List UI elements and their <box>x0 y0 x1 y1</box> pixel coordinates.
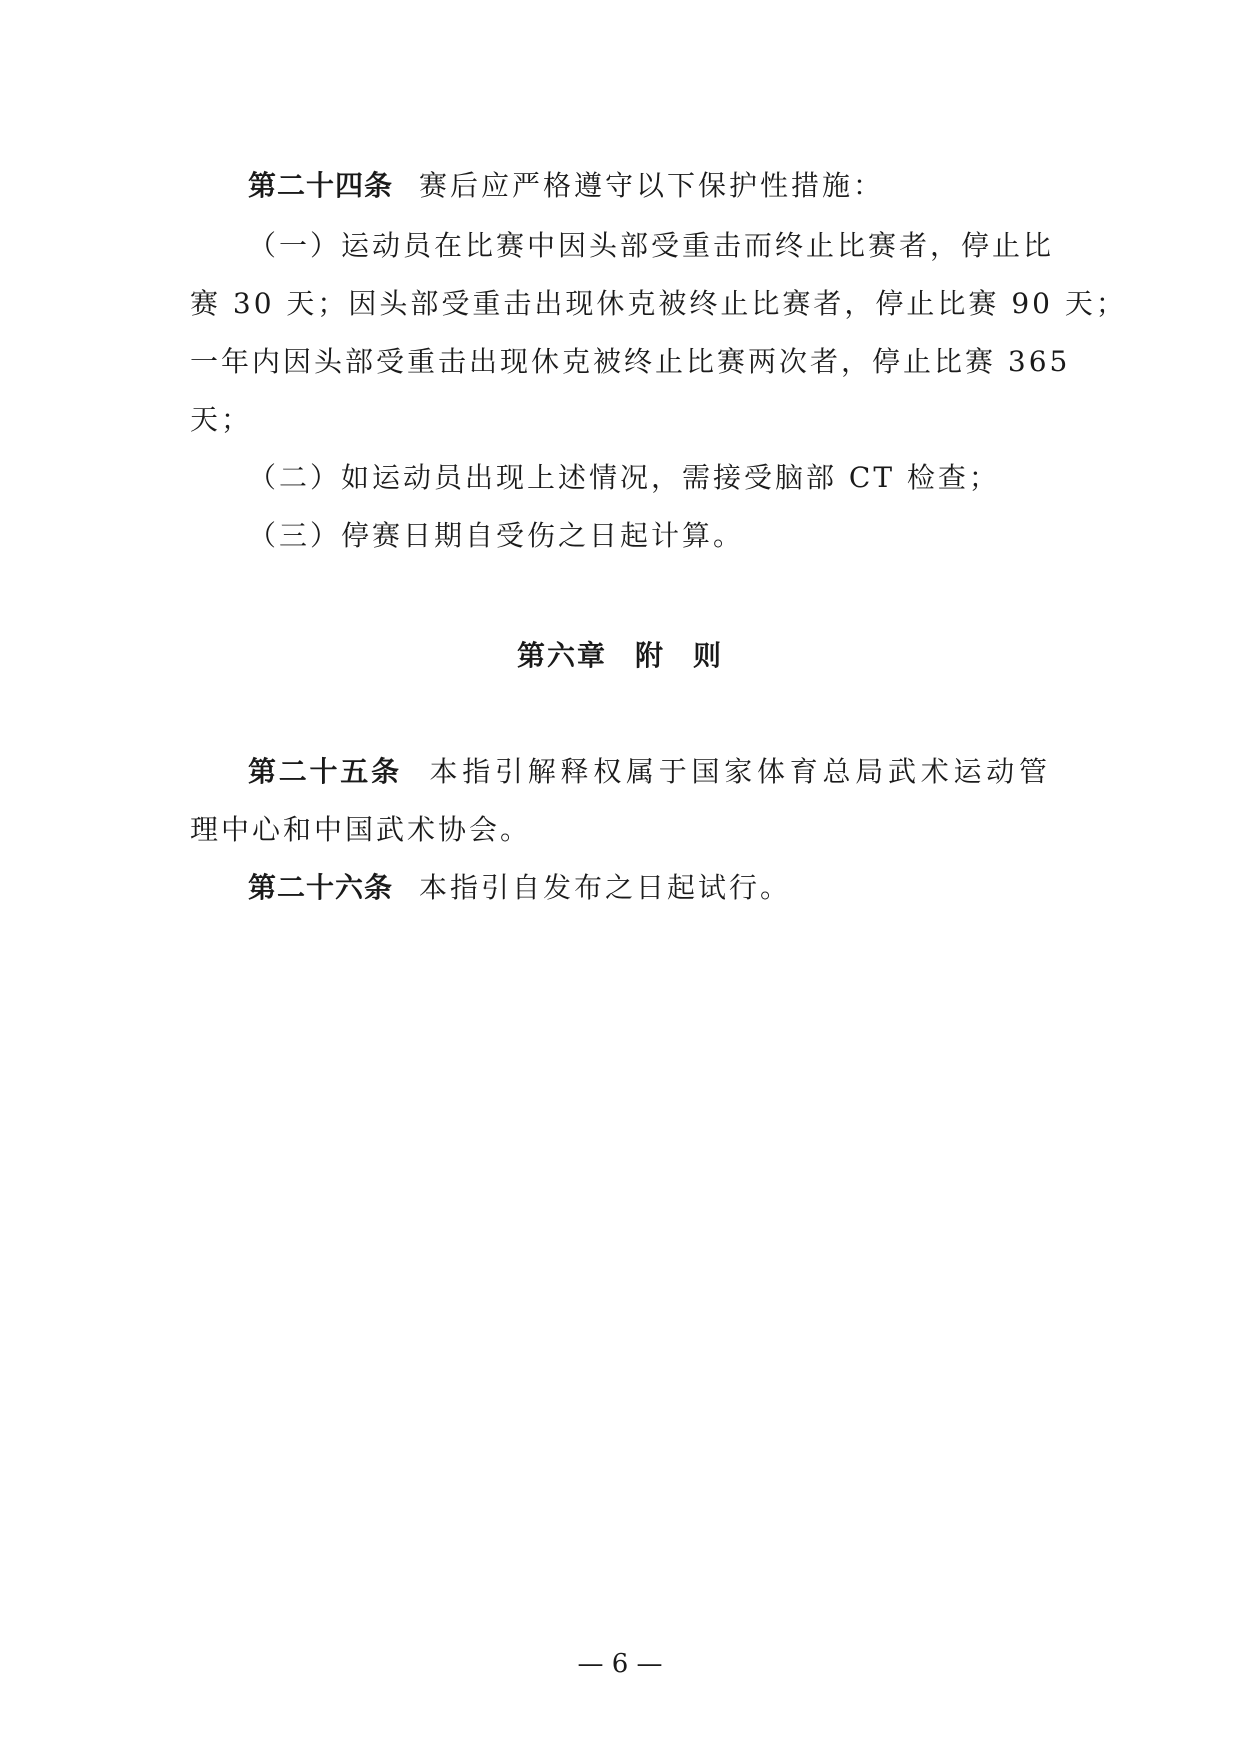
article-25-heading: 第二十五条 <box>248 755 402 788</box>
article-25-text-1: 本指引解释权属于国家体育总局武术运动管 <box>427 755 1050 788</box>
article-26-line <box>248 868 1050 908</box>
article-24-item-1-line-4: 天； <box>190 403 253 436</box>
article-25-line-1 <box>248 752 1050 792</box>
article-26-heading: 第二十六条 <box>248 871 394 904</box>
article-26-text: 本指引自发布之日起试行。 <box>419 871 792 904</box>
chapter-title-char-2: 则 <box>693 639 724 672</box>
article-24-item-1-line-2: 赛 30 天；因头部受重击出现休克被终止比赛者，停止比赛 90 天； <box>190 287 1127 320</box>
article-24-heading: 第二十四条 <box>248 169 394 202</box>
article-24-item-2: （二）如运动员出现上述情况，需接受脑部 CT 检查； <box>248 461 1000 494</box>
article-25-line-2: 理中心和中国武术协会。 <box>190 813 532 846</box>
article-24-item-1-line-1: （一）运动员在比赛中因头部受重击而终止比赛者，停止比 <box>248 229 1055 262</box>
chapter-heading <box>0 634 1240 678</box>
article-24-intro-line <box>248 166 1050 206</box>
article-24-intro: 赛后应严格遵守以下保护性措施： <box>419 169 885 202</box>
chapter-title-char-1: 附 <box>634 639 665 672</box>
page-number: — 6 — <box>577 1649 663 1679</box>
chapter-number: 第六章 <box>516 639 607 672</box>
article-24-item-1-line-3: 一年内因头部受重击出现休克被终止比赛两次者，停止比赛 365 <box>190 345 1071 378</box>
article-24-item-3: （三）停赛日期自受伤之日起计算。 <box>248 519 745 552</box>
